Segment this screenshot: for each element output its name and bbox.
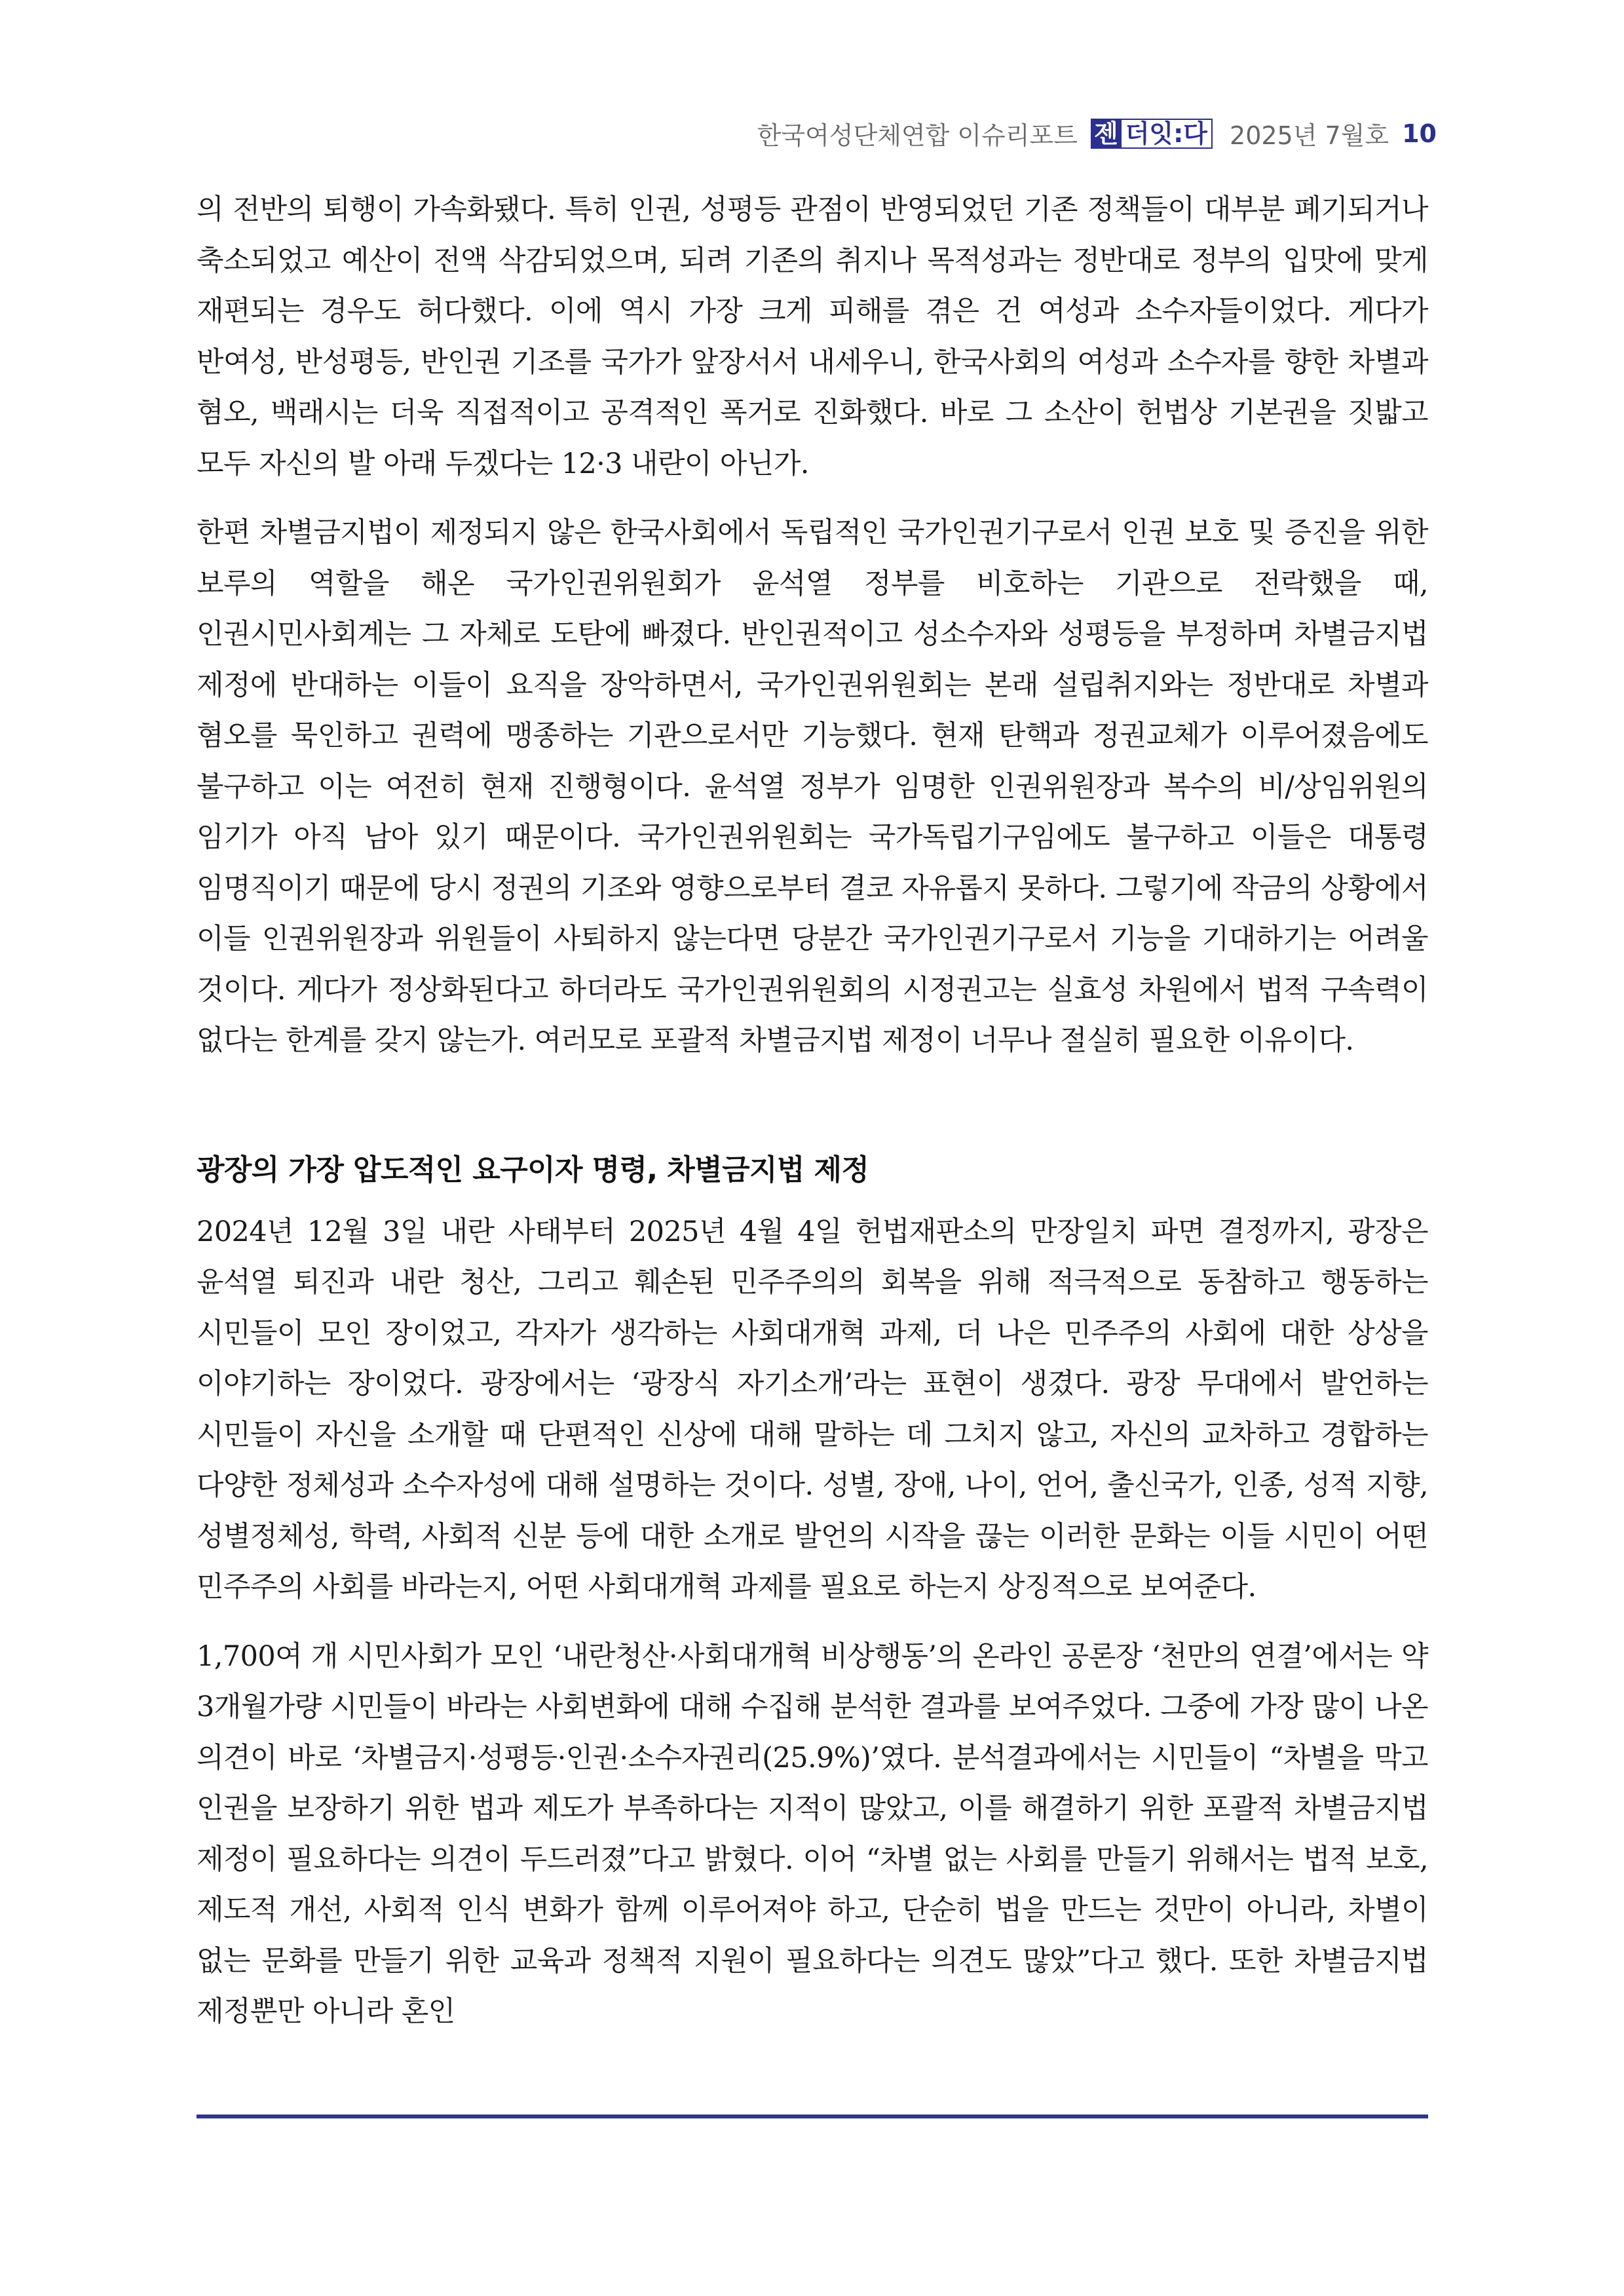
body-paragraph-3: 2024년 12월 3일 내란 사태부터 2025년 4월 4일 헌법재판소의 만장일치 파면 결정까지, 광장은 윤석열 퇴진과 내란 청산, 그리고 훼손된 민주주의의 회복을 위해 적극적으로 동참하고 행동하는 시민들이 모인 장이었고, 각자가 생각하는 사회대개혁 과제, 더 나은 민주주의 사회에 대한 상상을 이야기하는 장이었다. 광장에서는 ‘광장식 자기소개’라는 표현이 생겼다. 광장 무대에서 발언하는 시민들이 자신을 소개할 때 단편적인 신상에 대해 말하는 데 그치지 않고, 자신의 교차하고 경합하는 다양한 정체성과 소수자성에 대해 설명하는 것이다. 성별, 장애, 나이, 언어, 출신국가, 인종, 성적 지향, 성별정체성, 학력, 사회적 신분 등에 대한 소개로 발언의 시작을 끊는 이러한 문화는 이들 시민이 어떤 민주주의 사회를 바라는지, 어떤 사회대개혁 과제를 필요로 하는지 상징적으로 보여준다. — [197, 1215, 1428, 1603]
issue-date: 2025년 7월호 — [1230, 121, 1389, 150]
page-header — [757, 115, 1437, 151]
page-number: 10 — [1402, 119, 1437, 148]
footer-divider — [197, 2114, 1428, 2118]
body-paragraph-4: 1,700여 개 시민사회가 모인 ‘내란청산·사회대개혁 비상행동’의 온라인 공론장 ‘천만의 연결’에서는 약 3개월가량 시민들이 바라는 사회변화에 대해 수집해 분석한 결과를 보여주었다. 그중에 가장 많이 나온 의견이 바로 ‘차별금지·성평등·인권·소수자권리(25.9%)’였다. 분석결과에서는 시민들이 “차별을 막고 인권을 보장하기 위한 법과 제도가 부족하다는 지적이 많았고, 이를 해결하기 위한 포괄적 차별금지법 제정이 필요하다는 의견이 두드러졌”다고 밝혔다. 이어 “차별 없는 사회를 만들기 위해서는 법적 보호, 제도적 개선, 사회적 인식 변화가 함께 이루어져야 하고, 단순히 법을 만드는 것만이 아니라, 차별이 없는 문화를 만들기 위한 교육과 정책적 지원이 필요하다는 의견도 많았”다고 했다. 또한 차별금지법 제정뿐만 아니라 혼인 — [197, 1639, 1428, 2028]
brand-logo-text: 더잇:다 — [1122, 119, 1213, 149]
brand-logo — [1091, 119, 1213, 149]
article-body — [197, 185, 1428, 2056]
brand-logo-box: 젠 — [1091, 119, 1122, 149]
body-paragraph-1: 의 전반의 퇴행이 가속화됐다. 특히 인권, 성평등 관점이 반영되었던 기존 정책들이 대부분 폐기되거나 축소되었고 예산이 전액 삭감되었으며, 되려 기존의 취지나 목적성과는 정반대로 정부의 입맛에 맞게 재편되는 경우도 허다했다. 이에 역시 가장 크게 피해를 겪은 건 여성과 소수자들이었다. 게다가 반여성, 반성평등, 반인권 기조를 국가가 앞장서서 내세우니, 한국사회의 여성과 소수자를 향한 차별과 혐오, 백래시는 더욱 직접적이고 공격적인 폭거로 진화했다. 바로 그 소산이 헌법상 기본권을 짓밟고 모두 자신의 발 아래 두겠다는 12·3 내란이 아닌가. — [197, 193, 1428, 480]
publication-title: 한국여성단체연합 이슈리포트 — [757, 121, 1078, 150]
body-paragraph-2: 한편 차별금지법이 제정되지 않은 한국사회에서 독립적인 국가인권기구로서 인권 보호 및 증진을 위한 보루의 역할을 해온 국가인권위원회가 윤석열 정부를 비호하는 기관으로 전락했을 때, 인권시민사회계는 그 자체로 도탄에 빠졌다. 반인권적이고 성소수자와 성평등을 부정하며 차별금지법 제정에 반대하는 이들이 요직을 장악하면서, 국가인권위원회는 본래 설립취지와는 정반대로 차별과 혐오를 묵인하고 권력에 맹종하는 기관으로서만 기능했다. 현재 탄핵과 정권교체가 이루어졌음에도 불구하고 이는 여전히 현재 진행형이다. 윤석열 정부가 임명한 인권위원장과 복수의 비/상임위원의 임기가 아직 남아 있기 때문이다. 국가인권위원회는 국가독립기구임에도 불구하고 이들은 대통령 임명직이기 때문에 당시 정권의 기조와 영향으로부터 결코 자유롭지 못하다. 그렇기에 작금의 상황에서 이들 인권위원장과 위원들이 사퇴하지 않는다면 당분간 국가인권기구로서 기능을 기대하기는 어려울 것이다. 게다가 정상화된다고 하더라도 국가인권위원회의 시정권고는 실효성 차원에서 법적 구속력이 없다는 한계를 갖지 않는가. 여러모로 포괄적 차별금지법 제정이 너무나 절실히 필요한 이유이다. — [197, 516, 1428, 1057]
section-heading: 광장의 가장 압도적인 요구이자 명령, 차별금지법 제정 — [197, 1153, 869, 1187]
